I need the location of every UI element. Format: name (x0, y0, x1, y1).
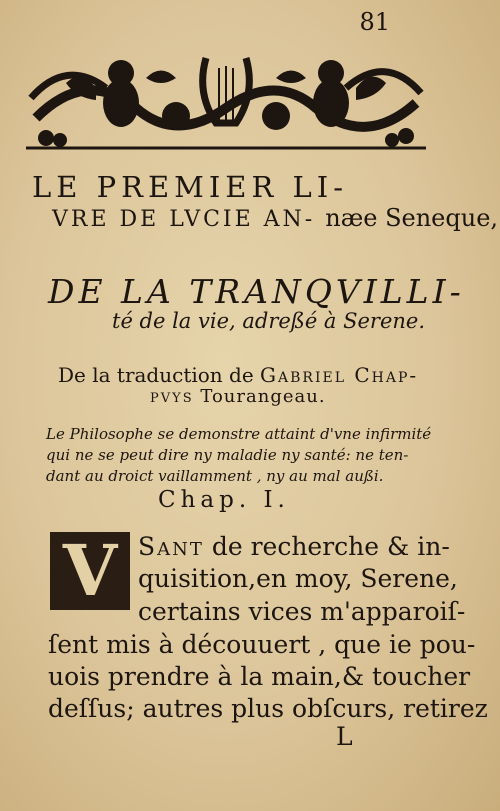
decorated-initial-v-icon: V (50, 532, 130, 610)
body-line (138, 532, 450, 561)
translator-line1 (58, 363, 418, 387)
body-line: uois prendre à la main,& toucher (48, 662, 471, 691)
translator-name: Gabriel Chap- (260, 363, 419, 387)
page-number: 81 (359, 8, 390, 36)
body-opening-word: Sant (138, 532, 204, 561)
argument-line: Le Philosophe se demonstre attaint d'vne infirmité (46, 425, 432, 443)
translator-line2 (150, 386, 326, 407)
argument-line: qui ne se peut dire ny maladie ny santé: ne ten- (46, 446, 409, 464)
translator-origin: Tourangeau. (193, 386, 326, 407)
book-title-line2-caps: VRE DE LVCIE AN- (52, 207, 316, 232)
body-line: quisition,en moy, Serene, (138, 564, 458, 593)
chapter-heading: Chap. I. (158, 487, 290, 513)
work-title-line2: té de la vie, adreßé à Serene. (112, 309, 426, 333)
signature-mark: L (336, 722, 353, 751)
book-title-line2-lower: næe Seneque, (325, 204, 499, 232)
body-line1-rest: de recherche & in- (203, 532, 450, 561)
body-line: ſent mis à découuert , que ie pou- (48, 630, 476, 659)
work-title-line1: DE LA TRANQVILLI- (48, 272, 465, 311)
body-line: deſſus; autres plus obſcurs, retirez (48, 694, 488, 723)
body-line: certains vices m'apparoiſ- (138, 597, 466, 626)
book-title-line1: LE PREMIER LI- (32, 170, 349, 204)
woodcut-headpiece-icon (26, 48, 426, 152)
book-title-line2 (52, 204, 498, 232)
translator-name-end: pvys (150, 386, 194, 407)
translator-prefix: De la traduction de (58, 363, 261, 387)
argument-line: dant au droict vaillamment , ny au mal außi. (46, 467, 384, 485)
